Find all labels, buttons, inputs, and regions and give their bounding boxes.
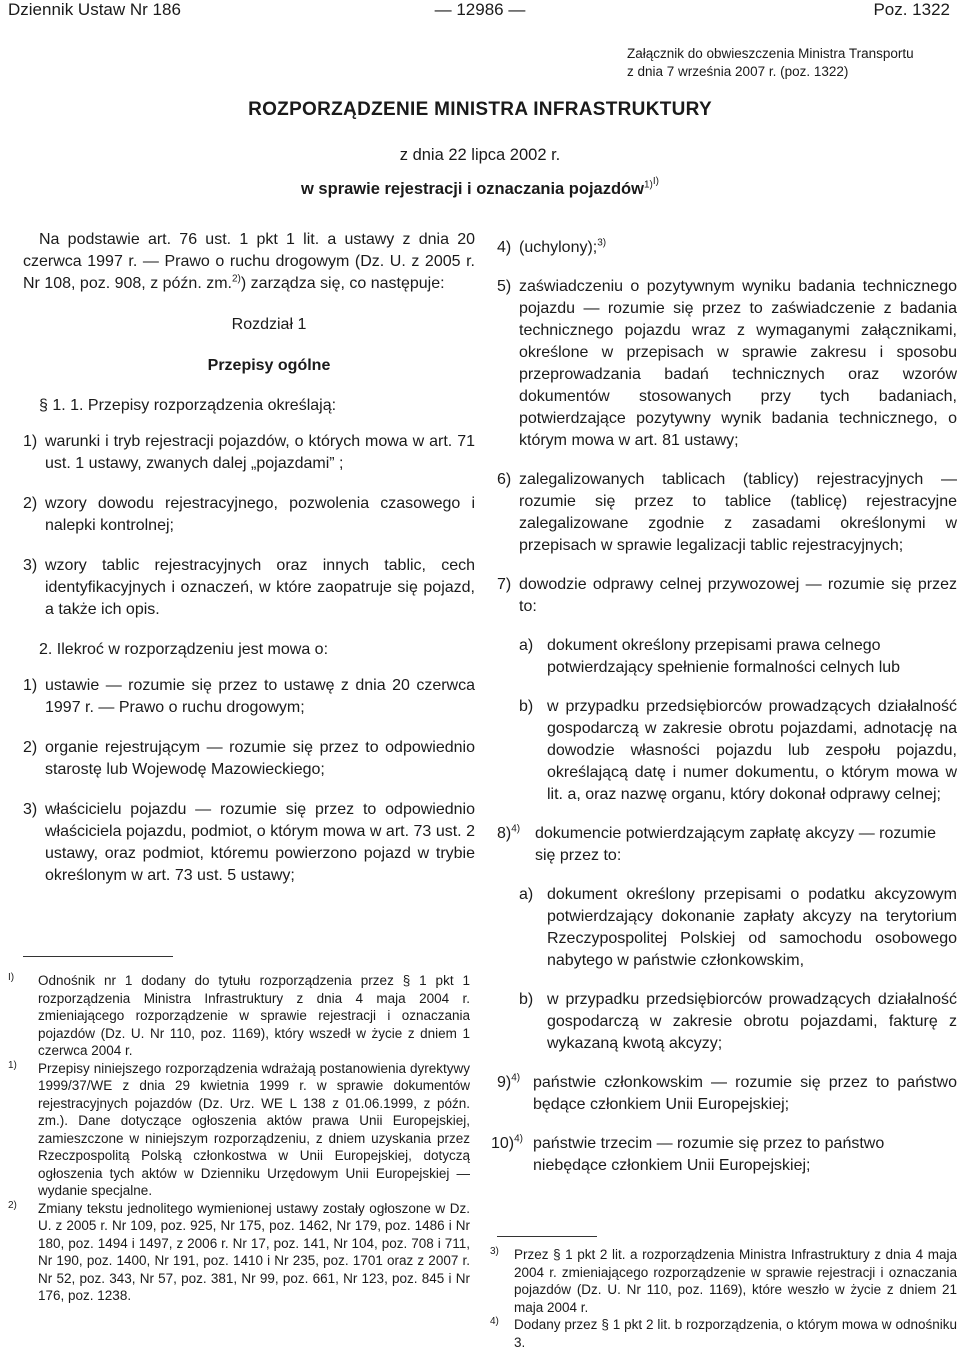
sub-item-letter: a)	[519, 637, 534, 654]
sub-item	[497, 989, 957, 1055]
item-text: dowodzie odprawy celnej przywozowej — rozumie się przez to:	[519, 576, 957, 615]
item-number: 9)	[497, 1074, 512, 1091]
item-text: wzory tablic rejestracyjnych oraz innych tablic, cech identyfikacyjnych i oznaczeń, w które zaopatruje się pojazd, a także ich opis.	[45, 557, 475, 618]
list-item	[23, 675, 475, 719]
sub-item	[497, 884, 957, 972]
preamble-sup: 2)	[232, 273, 241, 285]
sub-item-text: w przypadku przedsiębiorców prowadzących działalność gospodarczą w zakresie obrotu pojazdami, adnotację na dowodzie własności pojazdu lub zespołu pojazdu, określającą datę i numer dokumentu, o którym mowa w lit. a, oraz nazwę organu, który dokonał odprawy celnej;	[547, 698, 957, 803]
sub-item-letter: b)	[519, 698, 534, 715]
position-number: Poz. 1322	[873, 0, 950, 19]
item-number: 6)	[497, 471, 512, 488]
list-item	[491, 1133, 957, 1177]
document-subject	[0, 176, 960, 199]
subject-text: w sprawie rejestracji i oznaczania pojazdów	[301, 180, 644, 198]
list-item	[23, 555, 475, 621]
document-date: z dnia 22 lipca 2002 r.	[399, 146, 561, 164]
item-number: 1)	[23, 433, 38, 450]
item-text: państwie członkowskim — rozumie się przez to państwo będące członkiem Unii Europejskiej;	[533, 1074, 957, 1113]
annex-note	[627, 45, 957, 81]
item-number: 1)	[23, 677, 38, 694]
chapter-number: Rozdział 1	[231, 316, 307, 333]
sub-item-text: dokument określony przepisami o podatku akcyzowym potwierdzający dokonanie zapłaty akcyzy na terytorium Rzeczypospolitej Polskiej od samochodu osobowego nabytego w państwie członkowskim,	[547, 886, 957, 969]
item-text: warunki i tryb rejestracji pojazdów, o których mowa w art. 71 ust. 1 ustawy, zwanych dalej „pojazdami” ;	[45, 433, 475, 472]
item-text: ustawie — rozumie się przez to ustawę z dnia 20 czerwca 1997 r. — Prawo o ruchu drogowym;	[45, 677, 475, 716]
footnote-mark: 2)	[8, 1199, 17, 1211]
sub-item	[497, 696, 957, 806]
list-item	[23, 737, 475, 781]
item-number: 4)	[497, 239, 512, 256]
sub-item-letter: a)	[519, 886, 534, 903]
chapter-title: Przepisy ogólne	[207, 357, 331, 374]
preamble	[23, 229, 475, 295]
list-item	[497, 574, 957, 618]
footnote-mark: 3)	[490, 1246, 499, 1257]
item-text: państwie trzecim — rozumie się przez to państwo niebędące członkiem Unii Europejskiej;	[533, 1135, 885, 1174]
item-sup: 4)	[514, 1133, 524, 1145]
item-text: organie rejestrującym — rozumie się przez to odpowiednio starostę lub Wojewodę Mazowieckiego;	[45, 739, 475, 778]
list-item	[497, 1072, 957, 1116]
item-number: 10)	[491, 1135, 515, 1152]
item-sup: 3)	[597, 237, 607, 249]
footnote	[0, 972, 470, 1060]
footnote-mark: 4)	[490, 1316, 499, 1327]
sub-item	[497, 635, 957, 679]
paragraph-2: 2. Ilekroć w rozporządzeniu jest mowa o:	[39, 641, 329, 658]
item-text: właścicielu pojazdu — rozumie się przez to odpowiednio właściciela pojazdu, podmiot, o którym mowa w art. 73 ust. 2 ustawy, oraz podmiot, któremu powierzono pojazd w trybie określonym w art. 73 ust. 5 ustawy;	[45, 801, 475, 884]
preamble-text-b: ) zarządza się, co następuje:	[240, 275, 445, 292]
left-footnotes	[0, 972, 470, 1305]
list-item	[23, 431, 475, 475]
item-text: dokumencie potwierdzającym zapłatę akcyzy — rozumie się przez to:	[535, 825, 937, 864]
item-text: zaświadczeniu o pozytywnym wyniku badania technicznego pojazdu — rozumie się przez to zaświadczenie z badania technicznego pojazdu wraz z wymaganymi załącznikami, określone w przepisach w sprawie zakresu i sposobu przeprowadzania badań technicznych oraz wzorów dokumentów stosowanych przy tych badaniach, potwierdzające pozytywny wynik badania technicznego, o którym mowa w art. 81 ustawy;	[519, 278, 957, 449]
item-text: (uchylony);	[519, 239, 598, 256]
footnote-text: Odnośnik nr 1 dodany do tytułu rozporządzenia przez § 1 pkt 1 rozporządzenia Ministra Infrastruktury z dnia 4 maja 2004 r. zmieniającego rozporządzenie w sprawie rejestracji i oznaczania pojazdów (Dz. U. Nr 110, poz. 1169), który wszedł w życie z dniem 1 czerwca 2004 r.	[38, 973, 470, 1058]
sub-item-text: w przypadku przedsiębiorców prowadzących działalność gospodarczą w zakresie obrotu pojazdami, fakturę z wykazaną kwotą akcyzy;	[547, 991, 957, 1052]
item-number: 2)	[23, 495, 38, 512]
item-number: 3)	[23, 557, 38, 574]
list-item	[497, 276, 957, 452]
list-2	[23, 675, 475, 887]
journal-title: Dziennik Ustaw Nr 186	[8, 0, 181, 19]
list-item	[497, 823, 957, 867]
footnote-mark: I)	[8, 972, 15, 983]
footnote-mark: 1)	[8, 1059, 17, 1071]
footnote	[0, 1060, 470, 1200]
list-item	[497, 237, 957, 259]
sub-item-letter: b)	[519, 991, 534, 1008]
footnote-separator	[23, 956, 173, 957]
item-text: zalegalizowanych tablicach (tablicy) rejestracyjnych — rozumie się przez to tablice (tablicę) rejestracyjne zalegalizowane zgodnie z zasadami określonymi w przepisach w sprawie legalizacji tablic rejestracyjnych;	[519, 471, 957, 554]
right-column	[491, 229, 957, 1177]
footnote	[490, 1316, 957, 1351]
footnote	[490, 1246, 957, 1316]
list-1	[23, 431, 475, 621]
footnote-text: Zmiany tekstu jednolitego wymienionej ustawy zostały ogłoszone w Dz. U. z 2005 r. Nr 109, poz. 925, Nr 175, poz. 1462, Nr 179, poz. 1486 i Nr 180, poz. 1494 i 1497, z 2006 r. Nr 17, poz. 141, Nr 104, poz. 708 i 711, Nr 190, poz. 1400, Nr 191, poz. 1410 i Nr 235, poz. 1701 oraz z 2007 r. Nr 52, poz. 343, Nr 57, poz. 381, Nr 99, poz. 661, Nr 123, poz. 845 i Nr 176, poz. 1238.	[38, 1200, 470, 1303]
document-title: ROZPORZĄDZENIE MINISTRA INFRASTRUKTURY	[248, 99, 712, 120]
item-sup: 4)	[511, 1072, 521, 1084]
subject-sup: 1)	[643, 179, 653, 191]
sub-item-text: dokument określony przepisami prawa celnego potwierdzający spełnienie formalności celnych lub	[547, 637, 901, 676]
item-number: 5)	[497, 278, 512, 295]
list-item	[23, 799, 475, 887]
footnote-text: Dodany przez § 1 pkt 2 lit. b rozporządzenia, o którym mowa w odnośniku 3.	[514, 1317, 957, 1350]
left-column	[23, 229, 475, 887]
footnote-text: Przepisy niniejszego rozporządzenia wdrażają postanowienia dyrektywy 1999/37/WE z dnia 29 kwietnia 1999 r. w sprawie dokumentów rejestracyjnych pojazdów (Dz. Urz. WE L 138 z 01.06.1999, z późn. zm.). Dane dotyczące ogłoszenia aktów prawa Unii Europejskiej, zamieszczone w niniejszym rozporządzeniu, z dniem uzyskania przez Rzeczpospolitą Polską członkostwa w Unii Europejskiej, dotyczą ogłoszenia tych aktów w Dzienniku Urzędowym Unii Europejskiej — wydanie specjalne.	[38, 1060, 470, 1198]
subject-footnote-mark: I)	[652, 176, 659, 187]
item-number: 7)	[497, 576, 512, 593]
item-number: 3)	[23, 801, 38, 818]
item-sup: 4)	[511, 823, 521, 835]
list-item	[23, 493, 475, 537]
footnote	[0, 1200, 470, 1305]
item-number: 2)	[23, 739, 38, 756]
paragraph-1: § 1. 1. Przepisy rozporządzenia określają:	[39, 397, 337, 414]
item-number: 8)	[497, 825, 512, 842]
preamble-text-a: Na podstawie art. 76 ust. 1 pkt 1 lit. a ustawy z dnia 20 czerwca 1997 r. — Prawo o ruchu drogowym (Dz. U. z 2005 r. Nr 108, poz. 908, z późn. zm.	[23, 231, 475, 292]
list-item	[497, 469, 957, 557]
annex-line-2: z dnia 7 września 2007 r. (poz. 1322)	[627, 64, 849, 79]
footnote-text: Przez § 1 pkt 2 lit. a rozporządzenia Ministra Infrastruktury z dnia 4 maja 2004 r. zmieniającego rozporządzenie w sprawie rejestracji i oznaczania pojazdów (Dz. U. Nr 110, poz. 1169), które weszło w życie z dniem 21 maja 2004 r.	[514, 1247, 957, 1315]
footnote-separator	[497, 1236, 597, 1237]
page-number: — 12986 —	[434, 0, 526, 19]
item-text: wzory dowodu rejestracyjnego, pozwolenia czasowego i nalepki kontrolnej;	[45, 495, 475, 534]
right-footnotes	[490, 1246, 957, 1351]
annex-line-1: Załącznik do obwieszczenia Ministra Transportu	[627, 46, 914, 61]
